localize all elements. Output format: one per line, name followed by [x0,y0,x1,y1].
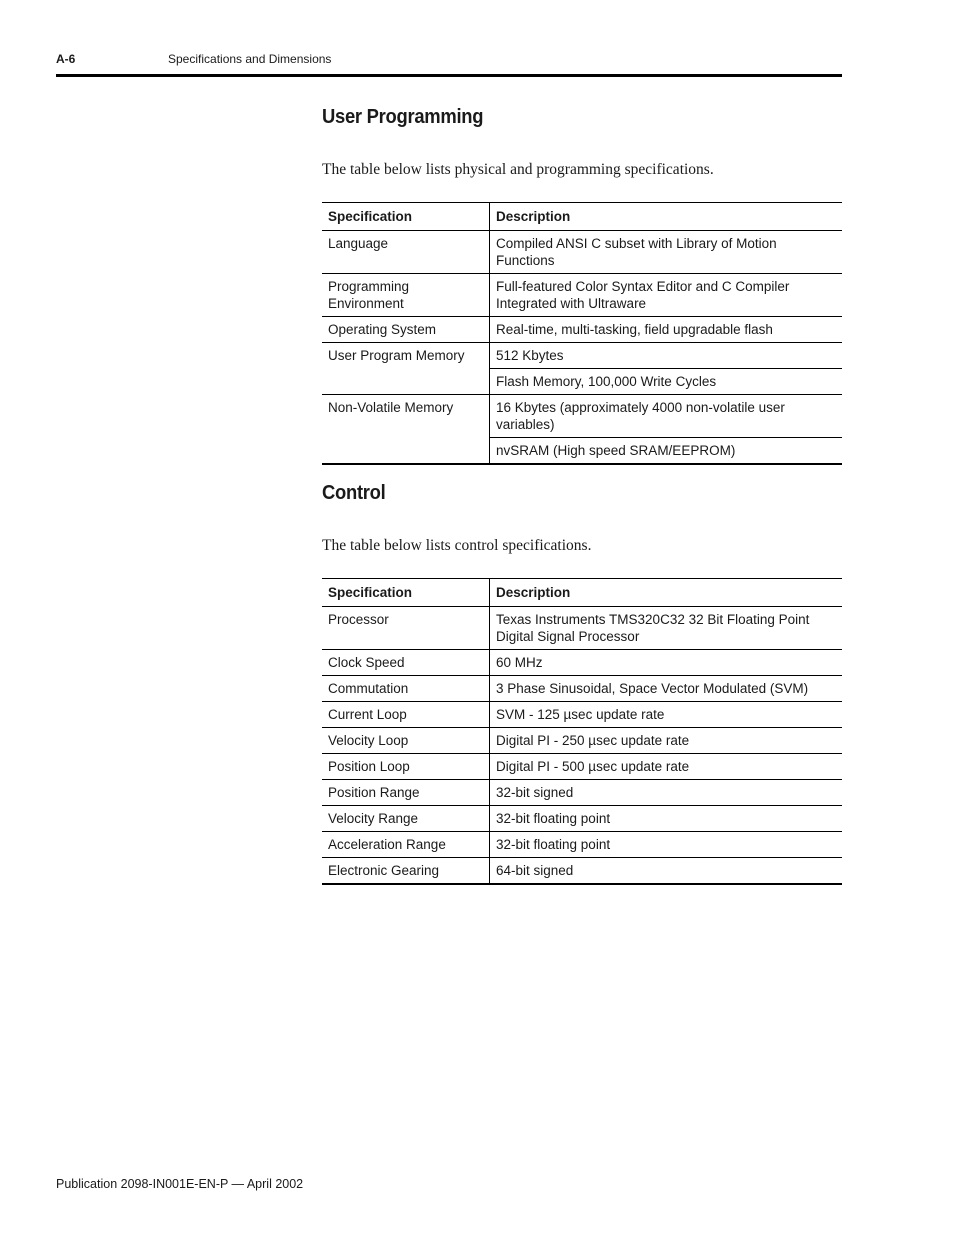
table-row [322,858,842,885]
table-row [322,780,842,806]
description-cell: 64-bit signed [490,858,843,885]
table-row [322,832,842,858]
column-header-description: Description [490,203,843,231]
page-header [56,52,842,76]
table-row [322,607,842,650]
section-heading-control: Control [322,482,386,504]
spec-cell: Processor [322,607,490,650]
running-title: Specifications and Dimensions [168,52,332,66]
publication-footer: Publication 2098-IN001E-EN-P — April 2002 [56,1177,304,1191]
intro-control: The table below lists control specifications. [322,537,592,554]
table-row [322,702,842,728]
user-programming-table [322,202,842,465]
spec-cell: Position Loop [322,754,490,780]
page-number: A-6 [56,52,76,66]
spec-cell: Commutation [322,676,490,702]
spec-cell: Operating System [322,317,490,343]
description-cell: nvSRAM (High speed SRAM/EEPROM) [490,438,843,465]
description-cell: 60 MHz [490,650,843,676]
column-header-specification: Specification [322,203,490,231]
table-row [322,728,842,754]
description-cell: 32-bit floating point [490,832,843,858]
description-cell: Flash Memory, 100,000 Write Cycles [490,369,843,395]
spec-cell: Clock Speed [322,650,490,676]
spec-cell: Velocity Range [322,806,490,832]
table-header-row [322,203,842,231]
spec-cell: Language [322,231,490,274]
description-cell: Compiled ANSI C subset with Library of Motion Functions [490,231,843,274]
spec-cell: Electronic Gearing [322,858,490,885]
column-header-description: Description [490,579,843,607]
table-row [322,395,842,438]
description-cell: 32-bit signed [490,780,843,806]
spec-cell: Velocity Loop [322,728,490,754]
intro-user-programming: The table below lists physical and programming specifications. [322,161,714,178]
spec-cell: Acceleration Range [322,832,490,858]
description-cell: SVM - 125 µsec update rate [490,702,843,728]
description-cell: 3 Phase Sinusoidal, Space Vector Modulated (SVM) [490,676,843,702]
table-row [322,231,842,274]
header-rule [56,74,842,77]
table-row [322,650,842,676]
description-cell: Digital PI - 500 µsec update rate [490,754,843,780]
description-cell: Real-time, multi-tasking, field upgradable flash [490,317,843,343]
spec-cell: Non-Volatile Memory [322,395,490,465]
control-table [322,578,842,885]
table-row [322,754,842,780]
column-header-specification: Specification [322,579,490,607]
table-row [322,343,842,369]
spec-cell: Position Range [322,780,490,806]
description-cell: 32-bit floating point [490,806,843,832]
description-cell: 16 Kbytes (approximately 4000 non-volatile user variables) [490,395,843,438]
table-row [322,317,842,343]
description-cell: Texas Instruments TMS320C32 32 Bit Floating Point Digital Signal Processor [490,607,843,650]
table-row [322,806,842,832]
section-heading-user-programming: User Programming [322,106,484,128]
spec-cell: Current Loop [322,702,490,728]
description-cell: Full-featured Color Syntax Editor and C Compiler Integrated with Ultraware [490,274,843,317]
table-row [322,676,842,702]
spec-cell: Programming Environment [322,274,490,317]
spec-cell: User Program Memory [322,343,490,395]
description-cell: Digital PI - 250 µsec update rate [490,728,843,754]
description-cell: 512 Kbytes [490,343,843,369]
table-row [322,274,842,317]
table-header-row [322,579,842,607]
